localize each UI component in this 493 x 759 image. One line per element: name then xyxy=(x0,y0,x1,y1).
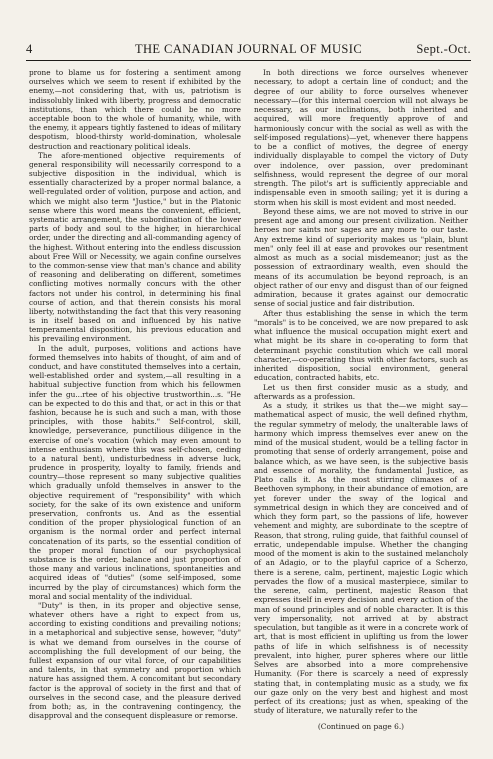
paragraph: As a study, it strikes us that the—we might say—mathematical aspect of music, the well defined rhythm, the regular symmetry of melody, the unalterable laws of harmony which impress themselves ever anew on the mind of the musical student, would be a telling factor in promoting that sense of orderly arrangement, poise and balance which, as we have seen, is the subjective basis and essence of morality, the fundamental Justice, as Plato calls it. As the most stirring climaxes of a Beethoven symphony, in their abundance of emotion, are yet forever under the sway of the logical and symmetrical design in which they are conceived and of which they form part, so the passions of life, however vehement and mighty, are subordinate to the sceptre of Reason, that strong, ruling guide, that faithful counsel of erratic, undependable impulse. Whether the changing mood of the moment is akin to the sustained melancholy of an Adagio, or to the playful caprice of a Scherzo, there is a serene, calm, pertinent, majestic Logic which pervades the flow of a musical masterpiece, similar to the serene, calm, pertinent, majestic Reason that expresses itself in every decision and every action of the man of sound principles and of noble character. It is this very impersonality, not arrived at by abstract speculation, but tangible as it were in a concrete work of art, that is most efficient in uplifting us from the lower paths of life in which selfishness is of necessity prevalent, into higher, purer spheres where our little Selves are absorbed into a more comprehensive Humanity. (For there is scarcely a need of expressly stating that, in contemplating music as a study, we fix our gaze only on the very best and highest and most perfect of its creations; just as when, speaking of the study of literature, we naturally refer to the xyxy=(254,401,468,716)
running-header xyxy=(26,42,471,58)
journal-title: THE CANADIAN JOURNAL OF MUSIC xyxy=(134,42,363,56)
paragraph: After thus establishing the sense in which the term "morals" is to be conceived, we are now prepared to ask what influence the musical occupation might exert and what might be its share in co-operating to form that determinant psychic constitution which we call moral character,—co-operating thus with other factors, such as inherited disposition, social environment, general education, contracted habits, etc. xyxy=(254,308,468,383)
paragraph: Beyond these aims, we are not moved to strive in our present age and among our present civilization. Neither heroes nor saints nor sages are any more to our taste. Any extreme kind of superiority makes us "plain, blunt men" only feel ill at ease and provokes our resentment almost as much as a social misdemeanor; just as the possession of extraordinary wealth, even should the means of its accumulation be beyond reproach, is an object rather of our envy and disgust than of our feigned admiration, because it grates against our democratic sense of social justice and fair distribution. xyxy=(254,206,468,309)
paragraph: The afore-mentioned objective requirements of general responsibility will necessarily correspond to a subjective disposition in the individual, which is essentially characterized by a proper normal balance, a well-regulated order of volition, purpose and action, and which we might also term "Justice," but in the Platonic sense where this word means the convenient, efficient, systematic arrangement, the subordination of the lower parts of body and soul to the higher, in hierarchical order, under the directing and all-commanding agency of the highest. Without entering into the endless discussion about Free Will or Necessity, we again confine ourselves to the common-sense view that man's chance and ability of reasoning and deliberating on different, sometimes conflicting motives normally concurs with the other factors not under his control, in determining his final course of action, and that therein consists his moral liberty, notwithstanding the fact that this very reasoning is in itself based on and influenced by his native temperamental disposition, his previous education and his prevailing environment. xyxy=(29,150,241,344)
paragraph: Let us then first consider music as a study, and afterwards as a profession. xyxy=(254,382,468,401)
paragraph: In both directions we force ourselves whenever necessary, to adopt a certain line of conduct; and the degree of our ability to force ourselves whenever necessary—(for this internal coercion will not always be necessary, as our inclinations, both inherited and acquired, will more frequently approve of and harmoniously concur with the social as well as with the self-imposed regulations)—yet, whenever there happens to be a conflict of motives, the degree of energy individually displayable to compel the victory of Duty over indolence, over passion, over predominant selfishness, would represent the degree of our moral strength. The pilot's art is sufficiently appreciable and indispensable even in smooth sailing; yet it is during a storm when his skill is most evident and most needed. xyxy=(254,68,468,207)
left-text-column xyxy=(29,68,241,720)
paragraph: "Duty" is then, in its proper and objective sense, whatever others have a right to expect from us, according to existing conditions and prevailing notions; in a metaphorical and subjective sense, however, "duty" is what we demand from ourselves in the course of accomplishing the full development of our being, the fullest expansion of our vital force, of our capabilities and talents, in that symmetry and proportion which nature has assigned them. A concomitant but secondary factor is the approval of society in the first and that of ourselves in the second case, and the pleasure derived from both; as, in the contravening contingency, the disapproval and the consequent displeasure or remorse. xyxy=(29,600,241,720)
paragraph: prone to blame us for fostering a sentiment among ourselves which we seem to resent if exhibited by the enemy,—not considering that, with us, patriotism is indissolubly linked with liberty, progress and democratic institutions, than which there could be no more acceptable boon to the whole of humanity, while, with the enemy, it appears tightly fastened to ideas of military despotism, blood-thirsty world-domination, wholesale destruction and reactionary political ideals. xyxy=(29,68,241,151)
page-number: 4 xyxy=(26,42,33,56)
right-text-column xyxy=(254,68,468,720)
paragraph: In the adult, purposes, volitions and actions have formed themselves into habits of thought, of aim and of conduct, and have constituted themselves into a certain, well-established order and system,—all resulting in a habitual subjective function from which his fellowmen infer the gu...rtee of his objective trustworthin...s. "He can be expected to do this and that, or act in this or that fashion, because he is such and such a man, with those principles, with those habits." Self-control, skill, knowledge, perseverance, punctilious diligence in the exercise of one's vocation (which may even amount to intense enthusiasm where this was self-chosen, ceding to a natural bent), undisturbedness in adverse luck, prudence in prosperity, loyalty to family, friends and country—those represent so many subjective qualities which gradually unfold themselves in answer to the objective requirement of "responsibility" with which society, for the sake of its own existence and uniform preservation, confronts us. And as the essential condition of the proper physiological function of an organism is the normal order and perfect internal concatenation of its parts, so the essential condition of the proper moral function of our psychophysical substance is the order, balance and just proportion of those many and various inclinations, spontaneities and acquired ideas of "duties" (some self-imposed, some incurred by the play of circumstances) which form the moral and social mentality of the individual. xyxy=(29,343,241,601)
issue-date: Sept.-Oct. xyxy=(416,42,471,56)
header-rule xyxy=(26,60,471,61)
continuation-note: (Continued on page 6.) xyxy=(317,722,405,731)
